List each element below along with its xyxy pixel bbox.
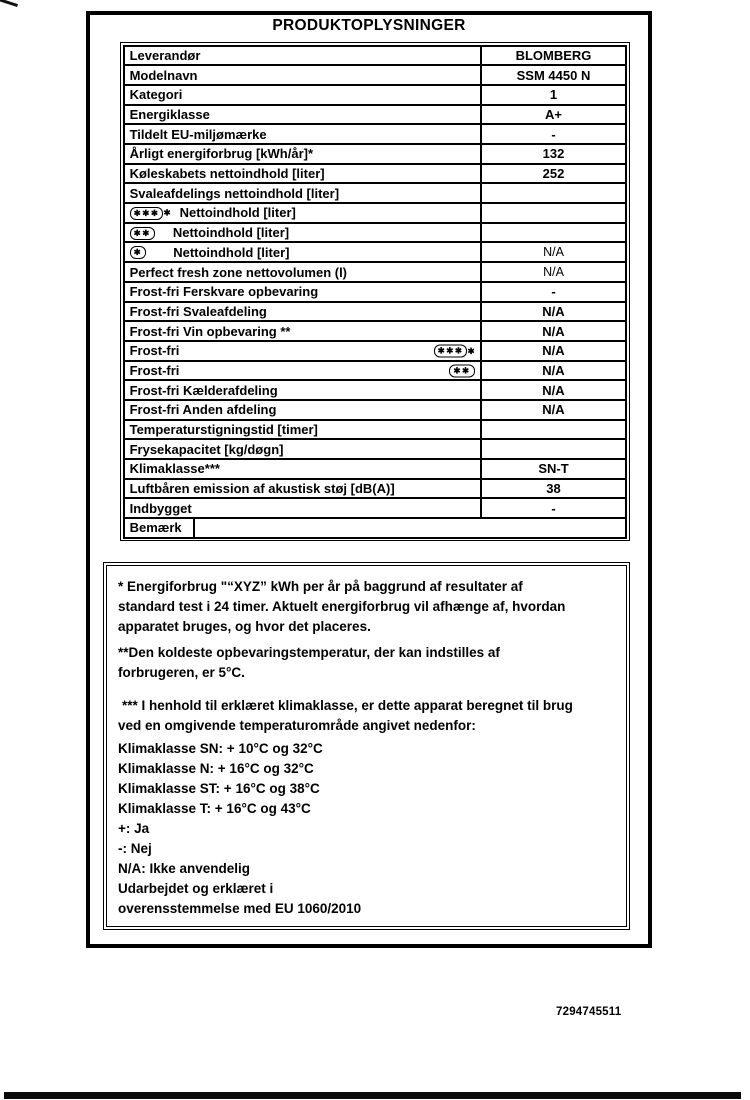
table-row — [124, 105, 627, 125]
table-row — [124, 341, 627, 361]
row-value — [481, 420, 627, 440]
row-label: Frost-fri Kælderafdeling — [124, 380, 481, 400]
table-row — [124, 65, 627, 85]
row-value: N/A — [481, 361, 627, 381]
footnote-line: *** I henhold til erklæret klimaklasse, er dette apparat beregnet til brug — [122, 698, 573, 713]
table-row — [124, 46, 627, 66]
row-label: Indbygget — [124, 498, 481, 518]
row-value — [481, 439, 627, 459]
outside-star-icon: ✱ — [467, 345, 475, 356]
freezer-4-star-icon: ✱✱✱ ✱ — [434, 343, 475, 358]
table-row — [124, 302, 627, 322]
table-row — [124, 183, 627, 203]
row-value: BLOMBERG — [481, 46, 627, 66]
footnote-line: Udarbejdet og erklæret i — [118, 881, 274, 896]
page-title: PRODUKTOPLYSNINGER — [272, 17, 466, 34]
freezer-4-star-icon: ✱✱✱ — [130, 207, 164, 220]
row-label-text: Nettoindhold [liter] — [173, 244, 290, 260]
row-label: Frost-fri Anden afdeling — [124, 400, 481, 420]
row-label: Frysekapacitet [kg/døgn] — [124, 439, 481, 459]
row-label: Klimaklasse*** — [124, 459, 481, 479]
row-label — [124, 361, 481, 381]
row-value: - — [481, 124, 627, 144]
row-label-text: Nettoindhold [liter] — [172, 225, 290, 241]
row-value: - — [481, 282, 627, 302]
footnote-line: forbrugeren, er 5°C. — [118, 665, 245, 680]
row-label — [124, 242, 481, 262]
row-value: N/A — [481, 380, 627, 400]
table-row — [124, 400, 627, 420]
row-label: Leverandør — [124, 46, 481, 66]
scan-artifact-bottom — [4, 1092, 741, 1099]
row-value: 252 — [481, 164, 627, 184]
row-value: N/A — [481, 321, 627, 341]
footnote-line: Klimaklasse SN: + 10°C og 32°C — [118, 741, 323, 756]
row-value: N/A — [481, 262, 627, 282]
row-label: Køleskabets nettoindhold [liter] — [124, 164, 481, 184]
table-row — [124, 439, 627, 459]
table-row — [124, 144, 627, 164]
row-label: Kategori — [124, 85, 481, 105]
footnote-line: Klimaklasse N: + 16°C og 32°C — [118, 761, 314, 776]
product-info-table — [120, 42, 630, 541]
footnotes-content — [106, 565, 627, 927]
row-label: Svaleafdelings nettoindhold [liter] — [124, 183, 481, 203]
footnote-line: N/A: Ikke anvendelig — [118, 861, 251, 876]
table-row — [124, 164, 627, 184]
table-row — [124, 242, 627, 262]
row-value — [481, 223, 627, 243]
footnotes-box — [103, 562, 630, 930]
row-label — [124, 341, 481, 361]
table-row — [124, 282, 627, 302]
footnote-line: -: Nej — [118, 841, 152, 856]
table-row — [124, 85, 627, 105]
footnote-line: overensstemmelse med EU 1060/2010 — [118, 901, 362, 916]
row-value: N/A — [481, 302, 627, 322]
row-label: Frost-fri Ferskvare opbevaring — [124, 282, 481, 302]
table-row — [124, 380, 627, 400]
row-label: Energiklasse — [124, 105, 481, 125]
footnote-line: Klimaklasse ST: + 16°C og 38°C — [118, 781, 320, 796]
footnote-line: standard test i 24 timer. Aktuelt energiforbrug vil afhænge af, hvordan — [118, 599, 566, 614]
table-row-bemaerk — [124, 518, 627, 538]
row-label-text: Bemærk — [129, 520, 182, 536]
footnote-line: **Den koldeste opbevaringstemperatur, der kan indstilles af — [118, 645, 500, 660]
row-value: N/A — [481, 242, 627, 262]
freezer-1-star-icon: ✱ — [130, 246, 147, 259]
row-value: 38 — [481, 479, 627, 499]
row-label: Luftbåren emission af akustisk støj [dB(A)] — [124, 479, 481, 499]
table-row — [124, 203, 627, 223]
table-row — [124, 361, 627, 381]
row-value: 132 — [481, 144, 627, 164]
table-row — [124, 459, 627, 479]
row-value: N/A — [481, 400, 627, 420]
table-row — [124, 321, 627, 341]
row-value: 1 — [481, 85, 627, 105]
footnote-line: +: Ja — [118, 821, 150, 836]
freezer-2-star-icon: ✱✱ — [449, 363, 474, 378]
row-label: Frost-fri Svaleafdeling — [124, 302, 481, 322]
row-label — [124, 518, 627, 538]
row-label-text: Frost-fri — [129, 362, 180, 378]
row-label: Årligt energiforbrug [kWh/år]* — [124, 144, 481, 164]
row-label: Perfect fresh zone nettovolumen (l) — [124, 262, 481, 282]
row-label — [124, 223, 481, 243]
row-label: Frost-fri Vin opbevaring ** — [124, 321, 481, 341]
row-value: SN-T — [481, 459, 627, 479]
footnote-line: Klimaklasse T: + 16°C og 43°C — [118, 801, 311, 816]
row-value: SSM 4450 N — [481, 65, 627, 85]
document-code: 7294745511 — [556, 1006, 622, 1018]
table-row — [124, 479, 627, 499]
row-value — [481, 183, 627, 203]
row-label: Temperaturstigningstid [timer] — [124, 420, 481, 440]
table-row — [124, 498, 627, 518]
table-row — [124, 223, 627, 243]
bemaerk-cell-divider — [193, 519, 195, 537]
row-value — [481, 203, 627, 223]
table-row — [124, 124, 627, 144]
row-label-text: Nettoindhold [liter] — [179, 205, 296, 221]
row-label-text: Frost-fri — [129, 343, 180, 359]
row-label: Tildelt EU-miljømærke — [124, 124, 481, 144]
row-value: N/A — [481, 341, 627, 361]
footnote-line: ved en omgivende temperaturområde angivet nedenfor: — [118, 718, 476, 733]
outside-star-icon: ✱ — [163, 207, 171, 218]
row-value: A+ — [481, 105, 627, 125]
scan-artifact-top-left — [0, 0, 18, 7]
table-row — [124, 262, 627, 282]
row-value: - — [481, 498, 627, 518]
footnote-line: * Energiforbrug "“XYZ” kWh per år på baggrund af resultater af — [118, 579, 523, 594]
row-label — [124, 203, 481, 223]
row-label: Modelnavn — [124, 65, 481, 85]
table-row — [124, 420, 627, 440]
footnote-line: apparatet bruges, og hvor det placeres. — [118, 619, 371, 634]
freezer-2-star-icon: ✱✱ — [130, 227, 155, 240]
